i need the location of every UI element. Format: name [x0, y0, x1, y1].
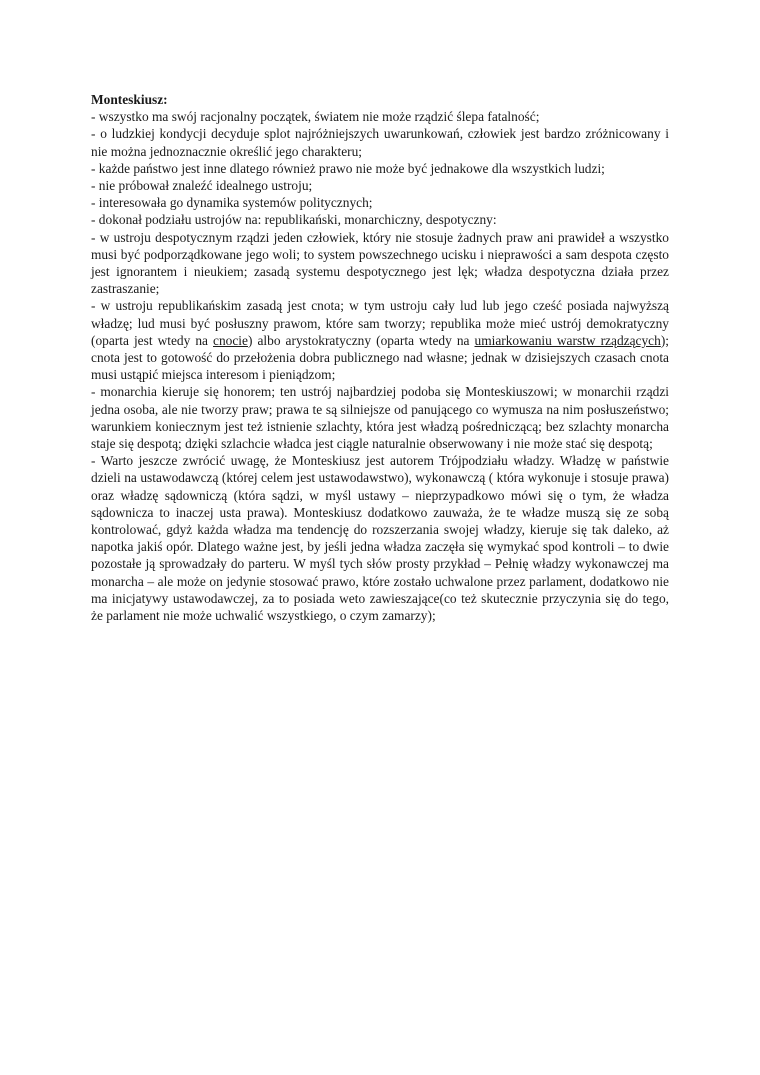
list-item: - o ludzkiej kondycji decyduje splot najróżniejszych uwarunkowań, człowiek jest bardzo zróżnicowany i nie można jednoznacznie określić jego charakteru;: [91, 126, 669, 159]
list-item: - w ustroju despotycznym rządzi jeden człowiek, który nie stosuje żadnych praw ani prawideł a wszystko musi być podporządkowane jego woli; to system powszechnego ucisku i nieprawości a sam despota często jest ignorantem i nieukiem; zasadą systemu despotycznego jest lęk; władza despotyczna działa przez zastraszanie;: [91, 229, 669, 297]
underlined-umiarkowaniu: umiarkowaniu warstw rządzących: [474, 332, 661, 348]
list-item-monarchy: - monarchia kieruje się honorem; ten ustrój najbardziej podoba się Monteskiuszowi; w monarchii rządzi jedna osoba, ale nie tworzy praw; prawa te są silniejsze od panującego co wymusza na nim posłuszeństwo; warunkiem koniecznym jest też istnienie szlachty, która jest władzą pośredniczącą; bez szlachty monarcha staje się despotą; dzięki szlachcie władca jest ciągle naturalnie obserwowany i nie może stać się despotą;: [91, 384, 669, 452]
republic-text-2: ) albo arystokratyczny (oparta wtedy na: [247, 332, 475, 348]
document-heading: Monteskiusz:: [91, 92, 168, 107]
list-item: - nie próbował znaleźć idealnego ustroju;: [91, 178, 313, 194]
document-body: [91, 91, 669, 624]
list-item: - dokonał podziału ustrojów na: republikański, monarchiczny, despotyczny:: [91, 212, 497, 228]
list-item: - wszystko ma swój racjonalny początek, światem nie może rządzić ślepa fatalność;: [91, 109, 540, 125]
list-item: - każde państwo jest inne dlatego również prawo nie może być jednakowe dla wszystkich ludzi;: [91, 160, 605, 176]
list-item-separation-of-powers: - Warto jeszcze zwrócić uwagę, że Monteskiusz jest autorem Trójpodziału władzy. Władzę w państwie dzieli na ustawodawczą (której celem jest ustawodawstwo), wykonawczą ( która wykonuje i stosuje prawa) oraz władzę sądowniczą (która sądzi, w myśl ustawy – nieprzypadkowo mówi się o tym, że władza sądownicza to inaczej usta prawa). Monteskiusz dodatkowo zauważa, że te władze muszą się ze sobą kontrolować, gdyż każda władza ma tendencję do rozszerzania swojej władzy, kieruje się tak daleko, aż napotka jakiś opór. Dlatego ważne jest, by jeśli jedna władza zaczęła się wymykać spod kontroli – to dwie pozostałe ją sprowadzały do parteru. W myśl tych słów prosty przykład – Pełnię władzy wykonawczej ma monarcha – ale może on jedynie stosować prawo, które zostało uchwalone przez parlament, dodatkowo nie ma inicjatywy ustawodawczej, za to posiada weto zawieszające(co też skutecznie przyczynia się do tego, że parlament nie może uchwalić wszystkiego, o czym zamarzy);: [91, 453, 669, 624]
underlined-cnocie: cnocie: [213, 332, 248, 348]
republic-text-3: ); cnota jest to gotowość do przełożenia dobra publicznego nad własne; jednak w dzisiejszych czasach cnota musi ustąpić miejsca interesom i pieniądzom;: [91, 332, 669, 383]
list-item: - interesowała go dynamika systemów politycznych;: [91, 195, 373, 211]
list-item-republic: [91, 297, 669, 383]
republic-text-1: - w ustroju republikańskim zasadą jest cnota; w tym ustroju cały lud lub jego cześć posiada najwyższą władzę; lud musi być posłuszny prawom, które sam tworzy; republika może mieć ustrój demokratyczny (oparta jest wtedy na: [91, 298, 669, 348]
